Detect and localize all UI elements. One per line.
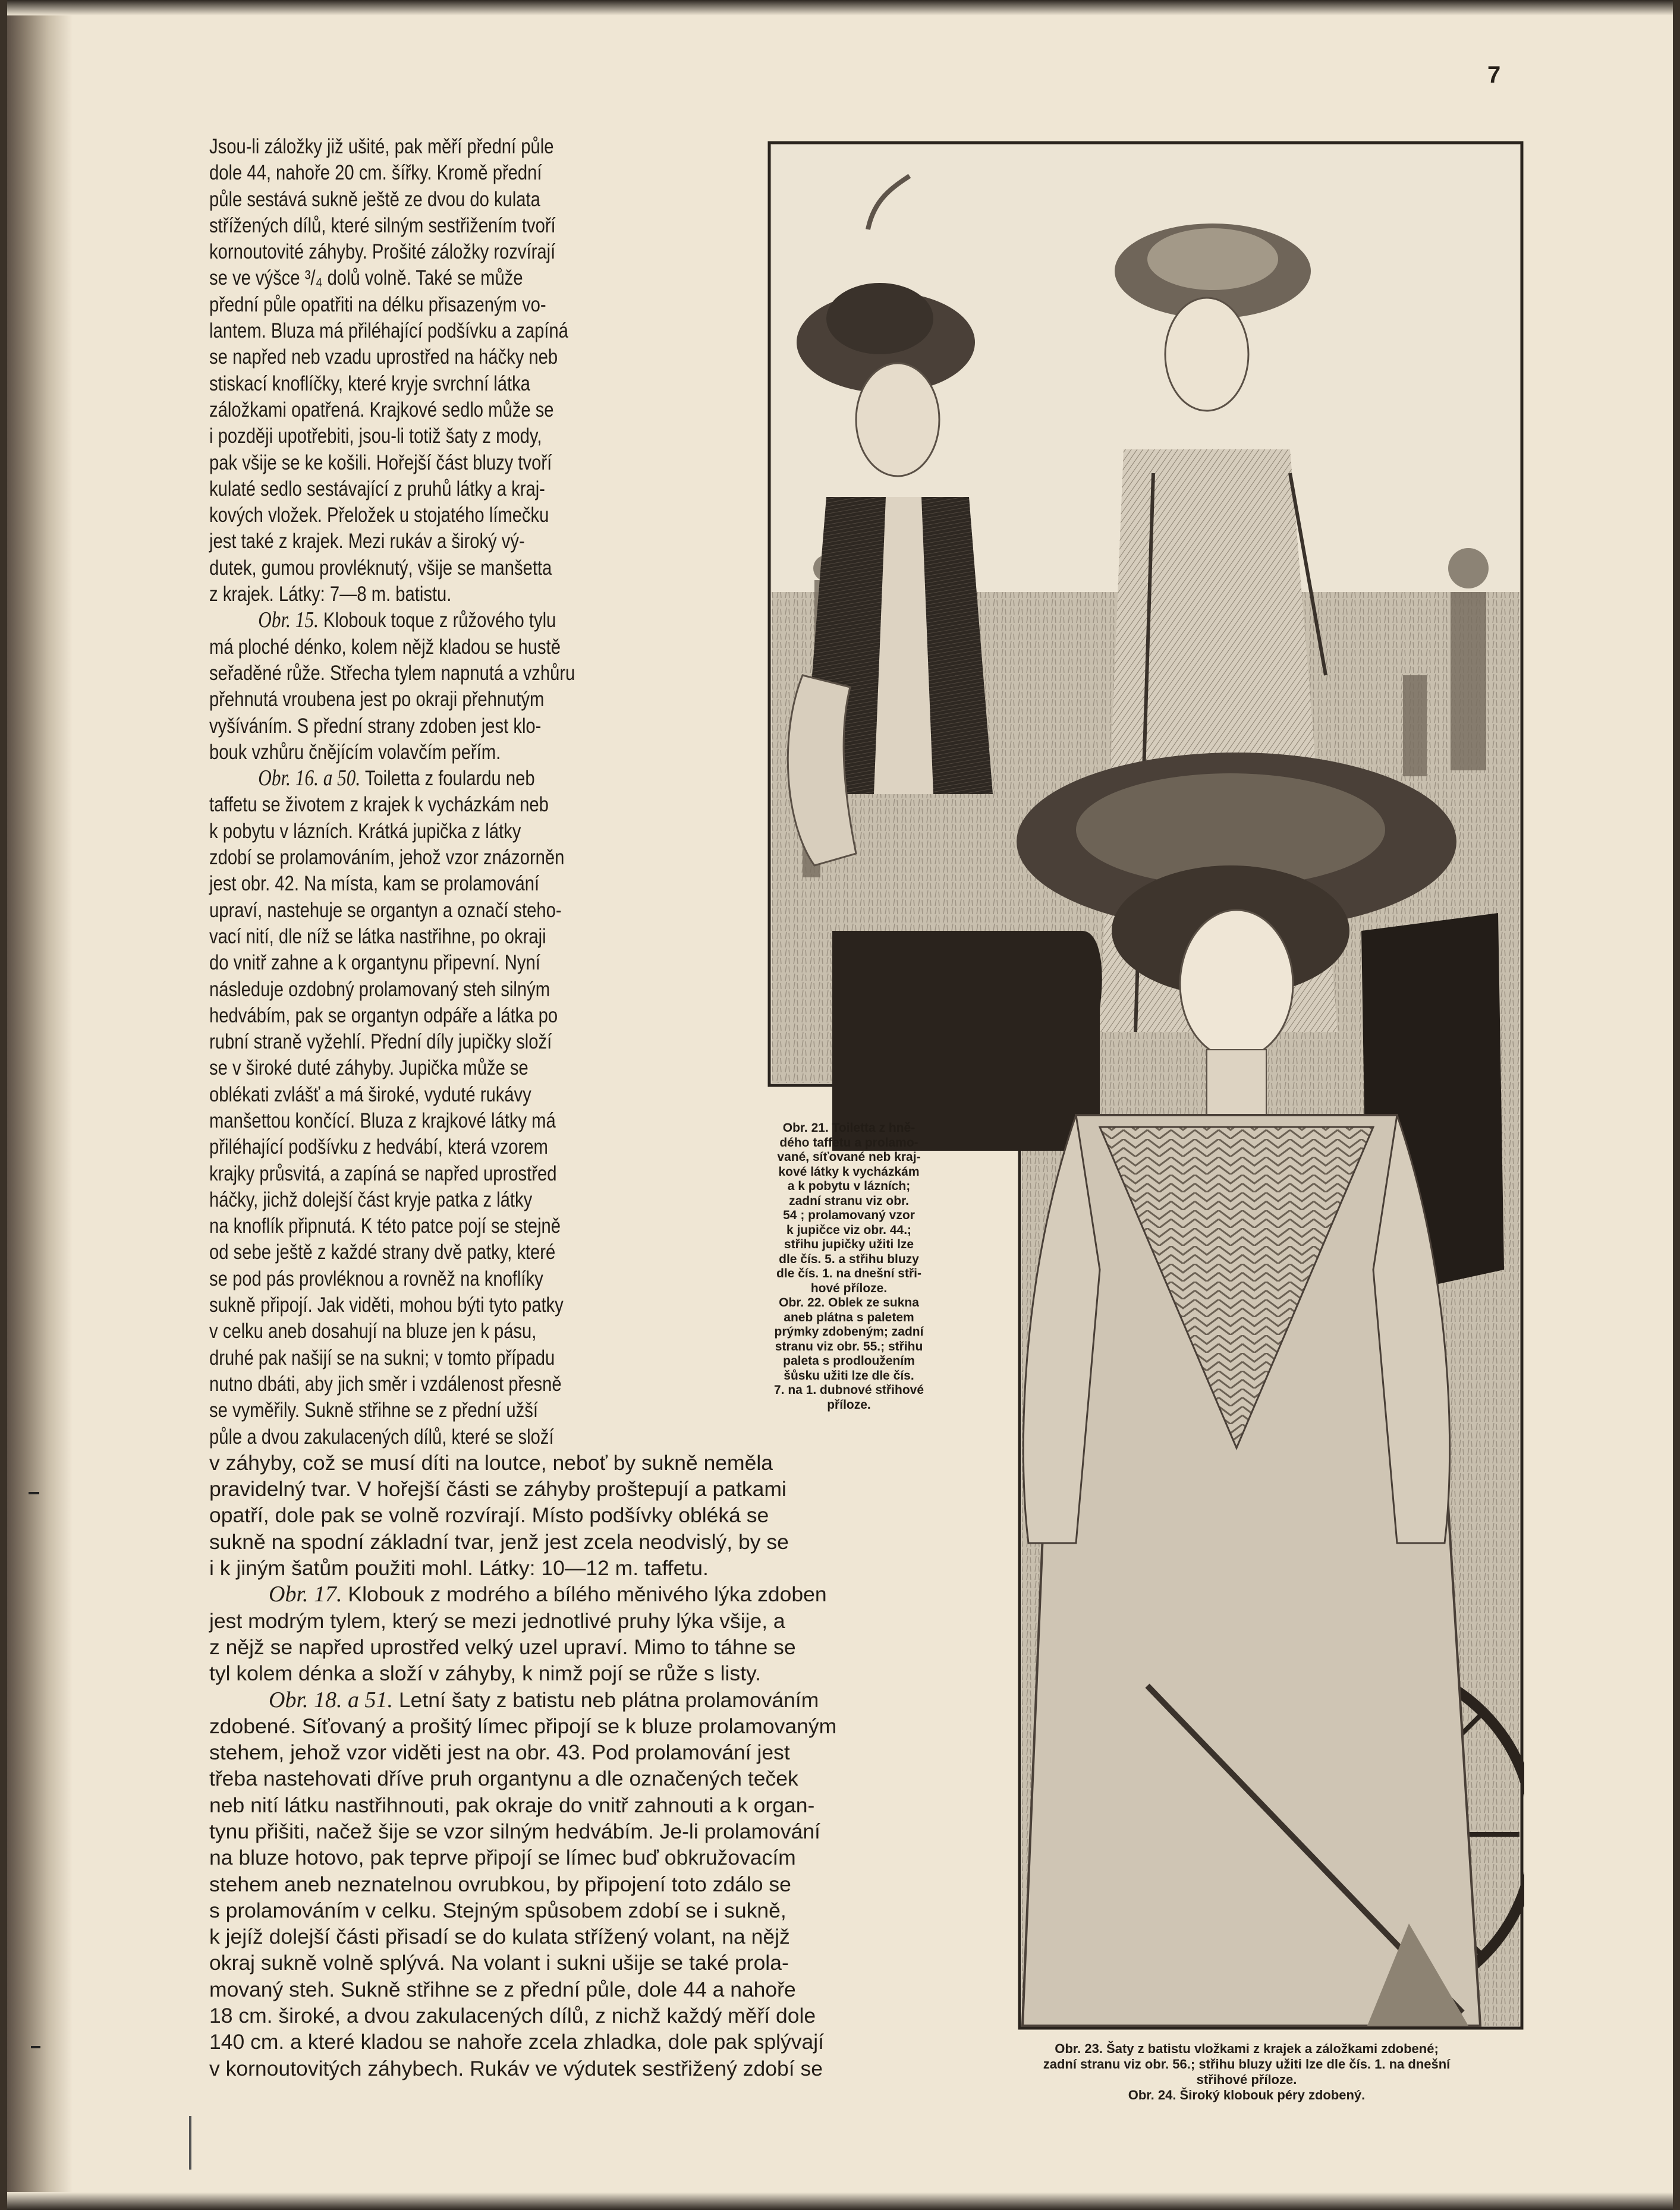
caption-line: hové příloze. [810, 1281, 888, 1295]
caption-line: zadní stranu viz obr. 56.; střihu bluzy užiti lze dle čís. 1. na dnešní [1043, 2057, 1451, 2072]
body-line-text: taffetu se životem z krajek k vycházkám neb [209, 792, 549, 817]
caption-line: paleta s prodloužením [783, 1354, 915, 1368]
caption-line: příloze. [827, 1397, 871, 1412]
body-line-text: seřaděné růže. Střecha tylem napnutá a vzhůru [209, 660, 575, 685]
body-line [209, 1028, 725, 1054]
body-line [209, 1713, 836, 1739]
body-line [209, 1345, 725, 1371]
body-line-text: dutek, gumou provléknutý, všije se manšetta [209, 555, 552, 580]
body-line [209, 238, 725, 265]
body-line [209, 1739, 836, 1765]
body-line [209, 1555, 836, 1581]
body-line [209, 1186, 725, 1213]
caption-line: střihové příloze. [1196, 2072, 1297, 2087]
body-line-text: 18 cm. široké, a dvou zakulacených dílů, z nichž každý měří dole [209, 2004, 816, 2028]
body-line [209, 1397, 725, 1423]
body-line [209, 1634, 836, 1660]
caption-line: 54 ; prolamovaný vzor [783, 1208, 915, 1222]
body-line-text: okraj sukně volně splývá. Na volant i sukni ušije se také prola- [209, 1951, 789, 1975]
body-line [209, 607, 725, 633]
body-line [209, 1765, 836, 1792]
body-line [209, 1608, 836, 1634]
figure-reference: Obr. 17. [269, 1582, 342, 1607]
body-line-text: jest modrým tylem, který se mezi jednotlivé pruhy lýka všije, a [209, 1608, 785, 1633]
body-line [209, 660, 725, 686]
body-line-text: kových vložek. Přeložek u stojatého límečku [209, 503, 549, 527]
body-line [209, 791, 725, 817]
caption-line: dého taffetu a prolamo- [779, 1135, 918, 1150]
body-line-text: v celku aneb dosahují na bluze jen k pásu, [209, 1319, 537, 1343]
figure-reference: Obr. 18. a 51. [269, 1687, 394, 1712]
body-line [209, 502, 725, 528]
body-line-text: Klobouk toque z růžového tylu [318, 608, 556, 632]
body-line [209, 949, 725, 975]
body-line [209, 1950, 836, 1976]
body-line-text: střížených dílů, které silným sestřižením tvoří [209, 213, 556, 237]
body-line [209, 476, 725, 502]
body-line-text: na bluze hotovo, pak teprve připojí se límec buď obkružovacím [209, 1846, 796, 1870]
body-line-text: rubní straně vyžehlí. Přední díly jupičky složí [209, 1030, 552, 1054]
body-line [209, 844, 725, 870]
body-line-text: s prolamováním v celku. Stejným spůsobem zdobí se i sukně, [209, 1898, 786, 1922]
caption-line: a k pobytu v lázních; [787, 1179, 911, 1193]
body-line-text: v záhyby, což se musí díti na loutce, neboť by sukně neměla [209, 1450, 773, 1475]
body-line-text: háčky, jichž dolejší část kryje patka z látky [209, 1187, 533, 1211]
body-line-text: nutno dbáti, aby jich směr i vzdálenost přesně [209, 1371, 562, 1396]
body-line-text: do vnitř zahne a k organtynu připevní. Nyní [209, 950, 540, 975]
body-line [209, 159, 725, 185]
body-line [209, 344, 725, 370]
body-line-text: krajky průsvitá, a zapíná se napřed uprostřed [209, 1161, 557, 1185]
caption-line: Obr. 22. Oblek ze sukna [779, 1296, 919, 1309]
body-line [209, 1107, 725, 1134]
body-line-text: zdobené. Síťovaný a prošitý límec připojí se k bluze prolamovaným [209, 1714, 837, 1738]
body-line [209, 1529, 836, 1555]
body-line [209, 1424, 725, 1450]
body-line [209, 1371, 725, 1397]
illustration-engraving [767, 140, 1524, 2030]
body-line-text: i k jiným šatům použiti mohl. Látky: 10—12 m. taffetu. [209, 1556, 709, 1581]
body-line-text: záložkami opatřená. Krajkové sedlo může se [209, 397, 554, 421]
body-line [209, 976, 725, 1002]
body-line-text: následuje ozdobný prolamovaný steh silným [209, 977, 550, 1001]
body-line [209, 396, 725, 423]
figure-reference: Obr. 15. [258, 607, 319, 633]
body-line [209, 923, 725, 949]
caption-line: stranu viz obr. 55.; střihu [775, 1339, 923, 1353]
body-line-text: na knoflík připnutá. K této patce pojí se stejně [209, 1214, 561, 1238]
body-line-text: i později upotřebiti, jsou-li totiž šaty z mody, [209, 424, 542, 448]
body-line [209, 1976, 836, 2003]
body-line-text: přiléhající podšívku z hedvábí, která vzorem [209, 1135, 548, 1159]
caption-line: Obr. 21. Toiletta z hně- [782, 1121, 915, 1135]
body-line-text: lantem. Bluza má přiléhající podšívku a zapíná [209, 319, 568, 343]
caption-line: Obr. 23. Šaty z batistu vložkami z krajek a záložkami zdobené; [1055, 2041, 1439, 2056]
body-line-text: pak všije se ke košili. Hořejší část bluzy tvoří [209, 450, 552, 474]
body-line [209, 897, 725, 923]
caption-line: dle čís. 5. a střihu bluzy [779, 1252, 919, 1266]
caption-line: šůsku užiti lze dle čís. [784, 1368, 914, 1383]
body-line [209, 1792, 836, 1818]
body-line [209, 1581, 836, 1607]
body-line-text: kornoutovité záhyby. Prošité záložky rozvírají [209, 240, 556, 264]
article-body [209, 133, 836, 2082]
body-line-text: k jejíž dolejší části přisadí se do kulata střížený volant, na nějž [209, 1925, 790, 1949]
body-line [209, 1054, 725, 1081]
body-line [209, 713, 725, 739]
body-line-text: sukně připojí. Jak viděti, mohou býti tyto patky [209, 1293, 564, 1317]
body-line [209, 2055, 836, 2082]
body-line [209, 1002, 725, 1028]
body-line [209, 1502, 836, 1528]
body-line [209, 1239, 725, 1265]
body-line [209, 317, 725, 344]
body-line-text: se pod pás provléknou a rovněž na knoflíky [209, 1266, 543, 1290]
caption-line: kové látky k vycházkám [778, 1164, 920, 1179]
body-line-text: druhé pak našijí se na sukni; v tomto případu [209, 1345, 555, 1370]
bottom-edge-shadow [7, 2192, 1673, 2210]
body-line [209, 1160, 725, 1186]
body-line-text: stehem, jehož vzor viděti jest na obr. 43. Pod prolamování jest [209, 1740, 790, 1765]
body-line [209, 265, 725, 291]
body-line [209, 2029, 836, 2055]
body-line-text: Letní šaty z batistu neb plátna prolamováním [393, 1688, 819, 1712]
body-line-text: jest také z krajek. Mezi rukáv a široký vý- [209, 529, 525, 553]
body-line [209, 1318, 725, 1344]
body-line [209, 370, 725, 396]
figure-reference: Obr. 16. a 50. [258, 766, 361, 791]
body-line [209, 1213, 725, 1239]
body-line-text: Klobouk z modrého a bílého měnivého lýka zdoben [342, 1582, 827, 1607]
body-line-text: půle a dvou zakulacených dílů, které se složí [209, 1424, 554, 1449]
body-line-text: pravidelný tvar. V hořejší části se záhyby proštepují a patkami [209, 1477, 786, 1501]
magazine-page [7, 0, 1673, 2210]
body-line [209, 1923, 836, 1950]
body-line [209, 1897, 836, 1923]
body-line-text: má ploché dénko, kolem nějž kladou se hustě [209, 634, 561, 659]
body-line [209, 449, 725, 476]
body-line-text: z krajek. Látky: 7—8 m. batistu. [209, 582, 452, 606]
body-line [209, 765, 725, 791]
caption-line: prýmky zdobeným; zadní [774, 1325, 924, 1339]
body-line-text: dole 44, nahoře 20 cm. šířky. Kromě přední [209, 160, 542, 185]
body-line [209, 212, 725, 238]
body-line-text: se v široké duté záhyby. Jupička může se [209, 1056, 528, 1080]
caption-line: Obr. 24. Široký klobouk péry zdobený. [1128, 2088, 1366, 2102]
margin-tick [31, 2046, 40, 2048]
body-line [209, 581, 725, 607]
body-line-text: zdobí se prolamováním, jehož vzor znázorněn [209, 845, 565, 870]
body-line-text: oblékati zvlášť a má široké, vyduté rukávy [209, 1082, 531, 1106]
body-line-text: tyl kolem dénka a složí v záhyby, k nimž pojí se růže s listy. [209, 1661, 761, 1686]
caption-line: aneb plátna s paletem [784, 1310, 914, 1324]
body-line-text: vyšíváním. S přední strany zdoben jest klo- [209, 713, 542, 738]
figure-caption-21-22 [742, 1121, 956, 1412]
figure-caption-23-24 [964, 2041, 1529, 2103]
body-line [209, 133, 725, 159]
body-line-text: Jsou-li záložky již ušité, pak měří přední půle [209, 134, 554, 158]
body-line-text: Toiletta z foulardu neb [360, 766, 535, 791]
body-line-text: upraví, nastehuje se organtyn a označí steho- [209, 898, 562, 922]
caption-line: zadní stranu viz obr. [789, 1194, 909, 1208]
body-line-text: sukně na spodní základní tvar, jenž jest zcela neodvislý, by se [209, 1529, 789, 1554]
body-line-text: bouk vzhůru čnějícím volavčím peřím. [209, 739, 501, 764]
body-line-text: se ve výšce ³/₄ dolů volně. Také se může [209, 266, 523, 290]
margin-tick [189, 2116, 191, 2170]
body-line-text: kulaté sedlo sestávající z pruhů látky a kraj- [209, 476, 545, 500]
body-line-text: jest obr. 42. Na místa, kam se prolamování [209, 871, 540, 896]
body-line [209, 634, 725, 660]
body-line-text: 140 cm. a které kladou se nahoře zcela zhladka, dole pak splývají [209, 2030, 825, 2054]
caption-line: k jupičce viz obr. 44.; [786, 1223, 912, 1237]
body-line-text: k pobytu v lázních. Krátká jupička z látky [209, 818, 521, 843]
body-line [209, 1081, 725, 1107]
body-line-text: tynu přišiti, načež šije se vzor silným hedvábím. Je-li prolamování [209, 1819, 820, 1843]
body-line [209, 528, 725, 554]
body-line-text: movaný steh. Sukně střihne se z přední půle, dole 44 a nahoře [209, 1977, 796, 2001]
body-line-text: z nějž se napřed uprostřed velký uzel upraví. Mimo to táhne se [209, 1635, 796, 1659]
caption-line: dle čís. 1. na dnešní stři- [776, 1267, 921, 1280]
body-line-text: se vyměřily. Sukně střihne se z přední užší [209, 1398, 538, 1422]
body-line-text: opatří, dole pak se volně rozvírají. Místo podšívky obléká se [209, 1503, 769, 1528]
body-line-text: v kornoutovitých záhybech. Rukáv ve výdutek sestřižený zdobí se [209, 2056, 823, 2080]
body-line-text: od sebe ještě z každé strany dvě patky, které [209, 1240, 556, 1264]
body-line [209, 1134, 725, 1160]
body-line [209, 186, 725, 212]
body-line [209, 1265, 725, 1292]
body-line-text: půle sestává sukně ještě ze dvou do kulata [209, 187, 540, 211]
body-line [209, 818, 725, 844]
body-line [209, 686, 725, 712]
caption-line: vané, síťované neb kraj- [777, 1150, 921, 1164]
body-line [209, 1450, 836, 1476]
body-line [209, 870, 725, 896]
body-line-text: třeba nastehovati dříve pruh organtynu a dle označených teček [209, 1767, 798, 1791]
body-line [209, 2003, 836, 2029]
page-number: 7 [1487, 62, 1501, 88]
body-line [209, 1660, 836, 1686]
margin-tick [29, 1492, 39, 1494]
body-line [209, 423, 725, 449]
body-line [209, 739, 725, 765]
body-line-text: stiskací knoflíčky, které kryje svrchní látka [209, 371, 530, 395]
body-line-text: přední půle opatřiti na délku přisazeným vo- [209, 292, 546, 316]
body-line-text: přehnutá vroubena jest po okraji přehnutým [209, 687, 545, 712]
body-line [209, 1844, 836, 1871]
body-line [209, 1476, 836, 1502]
body-line-text: neb nití látku nastřihnouti, pak okraje do vnitř zahnouti a k organ- [209, 1793, 815, 1817]
body-line-text: vací nití, dle níž se látka nastřihne, po okraji [209, 924, 546, 948]
body-line [209, 1687, 836, 1713]
binding-shadow [7, 0, 73, 2210]
body-line-text: manšettou končící. Bluza z krajkové látky má [209, 1108, 556, 1132]
body-line [209, 1292, 725, 1318]
body-line-text: se napřed neb vzadu uprostřed na háčky neb [209, 345, 558, 369]
body-line [209, 291, 725, 317]
fashion-illustration [767, 140, 1524, 2030]
body-line [209, 555, 725, 581]
body-line-text: hedvábím, pak se organtyn odpáře a látka po [209, 1003, 558, 1027]
caption-line: střihu jupičky užiti lze [784, 1238, 914, 1251]
body-line [209, 1818, 836, 1844]
body-line [209, 1871, 836, 1897]
body-line-text: stehem aneb neznatelnou ovrubkou, by připojení toto zdálo se [209, 1872, 791, 1896]
top-edge-shadow [7, 0, 1673, 15]
caption-line: 7. na 1. dubnové střihové [773, 1383, 924, 1397]
